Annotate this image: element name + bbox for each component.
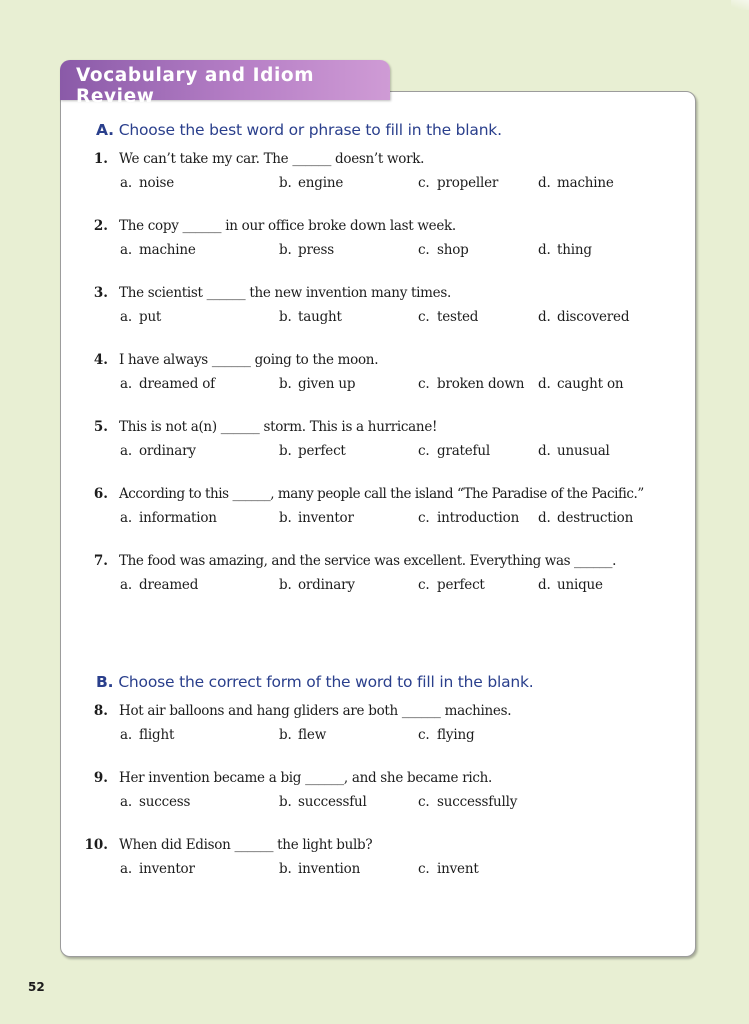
option-d[interactable]	[538, 510, 633, 526]
option-text: noise	[139, 175, 175, 191]
option-b[interactable]	[279, 376, 355, 392]
option-text: success	[139, 794, 191, 810]
question-number: 2.	[93, 218, 108, 234]
option-d[interactable]	[538, 242, 592, 258]
option-letter: a.	[120, 794, 132, 810]
option-a[interactable]	[120, 443, 196, 459]
option-text: press	[298, 242, 334, 258]
option-d[interactable]	[538, 175, 614, 191]
title-tab	[60, 60, 390, 107]
question-number: 7.	[93, 553, 108, 569]
option-text: propeller	[437, 175, 499, 191]
question-text: The food was amazing, and the service was excellent. Everything was ______.	[119, 553, 617, 569]
section-b-instruction: Choose the correct form of the word to fill in the blank.	[118, 673, 534, 691]
option-text: taught	[298, 309, 342, 325]
option-letter: d.	[538, 443, 551, 459]
section-a-heading	[96, 121, 502, 139]
section-b-heading	[96, 673, 534, 691]
option-c[interactable]	[418, 376, 524, 392]
option-letter: b.	[279, 175, 292, 191]
option-letter: b.	[279, 443, 292, 459]
option-letter: d.	[538, 577, 551, 593]
option-letter: b.	[279, 727, 292, 743]
option-letter: d.	[538, 376, 551, 392]
option-letter: c.	[418, 309, 430, 325]
option-text: engine	[298, 175, 344, 191]
question-text: We can’t take my car. The ______ doesn’t work.	[119, 151, 425, 167]
option-text: inventor	[298, 510, 354, 526]
option-text: successful	[298, 794, 367, 810]
option-a[interactable]	[120, 577, 198, 593]
question-text: According to this ______, many people call the island “The Paradise of the Pacific.”	[119, 486, 644, 502]
question-number: 9.	[93, 770, 108, 786]
option-letter: c.	[418, 443, 430, 459]
option-d[interactable]	[538, 577, 603, 593]
option-text: invent	[437, 861, 479, 877]
question-text: Hot air balloons and hang gliders are both ______ machines.	[119, 703, 512, 719]
option-b[interactable]	[279, 175, 343, 191]
option-letter: a.	[120, 309, 132, 325]
page-number: 52	[28, 980, 45, 994]
option-text: discovered	[557, 309, 630, 325]
option-b[interactable]	[279, 309, 342, 325]
option-b[interactable]	[279, 510, 354, 526]
question-6	[0, 486, 749, 534]
section-a-letter: A.	[96, 121, 114, 139]
option-letter: d.	[538, 175, 551, 191]
option-text: given up	[298, 376, 356, 392]
option-d[interactable]	[538, 309, 629, 325]
option-b[interactable]	[279, 794, 367, 810]
option-letter: c.	[418, 510, 430, 526]
option-c[interactable]	[418, 794, 517, 810]
option-letter: c.	[418, 727, 430, 743]
option-text: ordinary	[298, 577, 355, 593]
option-letter: a.	[120, 376, 132, 392]
question-text: The copy ______ in our office broke down last week.	[119, 218, 456, 234]
option-a[interactable]	[120, 794, 190, 810]
option-c[interactable]	[418, 727, 474, 743]
question-number: 3.	[93, 285, 108, 301]
option-text: destruction	[557, 510, 634, 526]
option-c[interactable]	[418, 861, 479, 877]
question-text: I have always ______ going to the moon.	[119, 352, 379, 368]
option-text: introduction	[437, 510, 520, 526]
option-b[interactable]	[279, 727, 326, 743]
question-number: 4.	[93, 352, 108, 368]
question-number: 8.	[93, 703, 108, 719]
option-a[interactable]	[120, 510, 217, 526]
question-5	[0, 419, 749, 467]
option-a[interactable]	[120, 861, 195, 877]
page-corner-curl	[731, 0, 749, 10]
option-letter: c.	[418, 794, 430, 810]
section-a-instruction: Choose the best word or phrase to fill in the blank.	[118, 121, 502, 139]
option-text: information	[139, 510, 217, 526]
option-letter: d.	[538, 242, 551, 258]
option-text: machine	[557, 175, 614, 191]
option-text: shop	[437, 242, 469, 258]
option-letter: c.	[418, 577, 430, 593]
option-letter: a.	[120, 577, 132, 593]
option-letter: b.	[279, 242, 292, 258]
option-c[interactable]	[418, 242, 469, 258]
option-letter: d.	[538, 309, 551, 325]
option-text: ordinary	[139, 443, 196, 459]
question-text: The scientist ______ the new invention many times.	[119, 285, 451, 301]
question-7	[0, 553, 749, 601]
option-text: perfect	[437, 577, 485, 593]
option-letter: a.	[120, 861, 132, 877]
option-a[interactable]	[120, 175, 174, 191]
option-letter: b.	[279, 861, 292, 877]
option-text: dreamed	[139, 577, 199, 593]
option-letter: c.	[418, 861, 430, 877]
option-a[interactable]	[120, 376, 215, 392]
option-d[interactable]	[538, 443, 610, 459]
option-letter: c.	[418, 175, 430, 191]
option-text: perfect	[298, 443, 346, 459]
option-letter: d.	[538, 510, 551, 526]
option-a[interactable]	[120, 727, 174, 743]
option-text: successfully	[437, 794, 518, 810]
page-title: Vocabulary and Idiom Review	[76, 65, 315, 107]
option-text: invention	[298, 861, 361, 877]
option-c[interactable]	[418, 309, 478, 325]
question-4	[0, 352, 749, 400]
option-text: inventor	[139, 861, 195, 877]
option-b[interactable]	[279, 443, 346, 459]
option-letter: a.	[120, 443, 132, 459]
option-text: thing	[557, 242, 592, 258]
option-d[interactable]	[538, 376, 623, 392]
option-letter: b.	[279, 510, 292, 526]
option-letter: a.	[120, 242, 132, 258]
question-text: When did Edison ______ the light bulb?	[119, 837, 373, 853]
option-b[interactable]	[279, 861, 360, 877]
option-text: grateful	[437, 443, 490, 459]
option-letter: a.	[120, 175, 132, 191]
option-c[interactable]	[418, 577, 485, 593]
section-b-letter: B.	[96, 673, 114, 691]
option-b[interactable]	[279, 242, 334, 258]
option-c[interactable]	[418, 443, 490, 459]
option-text: machine	[139, 242, 196, 258]
option-letter: b.	[279, 577, 292, 593]
option-text: dreamed of	[139, 376, 215, 392]
option-text: unusual	[557, 443, 610, 459]
option-letter: c.	[418, 376, 430, 392]
option-text: put	[139, 309, 162, 325]
question-9	[0, 770, 749, 818]
question-number: 10.	[84, 837, 108, 853]
option-a[interactable]	[120, 309, 161, 325]
option-c[interactable]	[418, 510, 519, 526]
option-letter: b.	[279, 376, 292, 392]
option-letter: a.	[120, 510, 132, 526]
question-8	[0, 703, 749, 751]
option-text: flight	[139, 727, 175, 743]
question-text: This is not a(n) ______ storm. This is a hurricane!	[119, 419, 438, 435]
option-letter: c.	[418, 242, 430, 258]
option-a[interactable]	[120, 242, 196, 258]
option-text: flew	[298, 727, 327, 743]
option-b[interactable]	[279, 577, 355, 593]
option-c[interactable]	[418, 175, 498, 191]
option-letter: b.	[279, 794, 292, 810]
question-number: 6.	[93, 486, 108, 502]
question-text: Her invention became a big ______, and she became rich.	[119, 770, 493, 786]
option-text: tested	[437, 309, 479, 325]
option-text: caught on	[557, 376, 624, 392]
question-1	[0, 151, 749, 199]
question-2	[0, 218, 749, 266]
question-number: 1.	[93, 151, 108, 167]
question-number: 5.	[93, 419, 108, 435]
question-10	[0, 837, 749, 885]
option-text: unique	[557, 577, 603, 593]
option-text: broken down	[437, 376, 525, 392]
option-letter: b.	[279, 309, 292, 325]
option-letter: a.	[120, 727, 132, 743]
option-text: flying	[437, 727, 475, 743]
question-3	[0, 285, 749, 333]
